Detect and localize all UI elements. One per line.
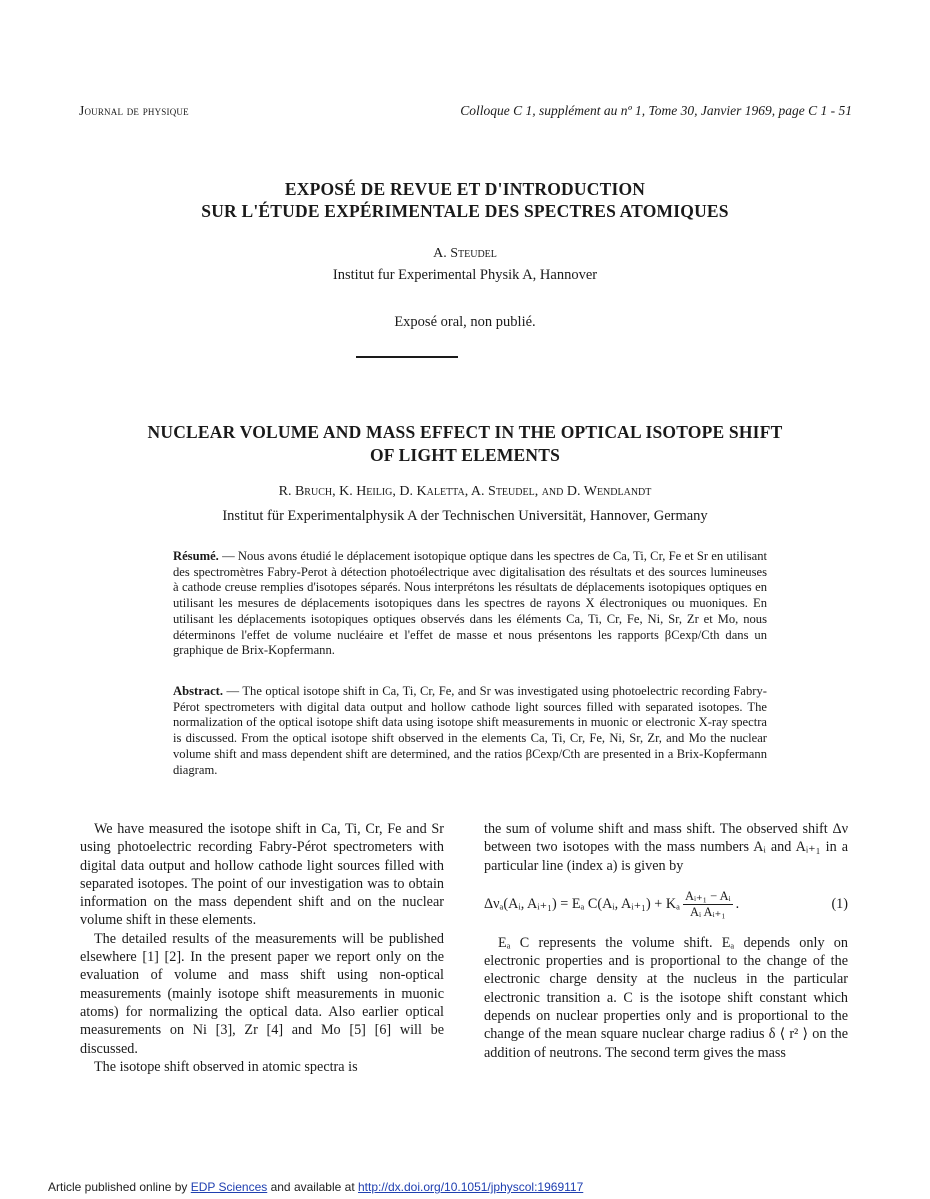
intro-title: [0, 178, 930, 222]
journal-name: Journal de physique: [79, 103, 189, 118]
resume-text: — Nous avons étudié le déplacement isotopique optique dans les spectres de Ca, Ti, Cr, Fe et Sr en utilisant des spectromètres Fabry-Perot à détection photoélectrique avec digitalisation des résultats et des sources lumineuses à cathode creuse remplies d'isotopes séparés. Nous interprétons les résultats de déplacements isotopiques optiques en utilisant les mesures de déplacements isotopiques dans les spectres de rayons X électroniques ou muoniques. En utilisant les déplacements isotopiques optiques observés dans les éléments Ca, Ti, Cr, Fe, Ni, Sr, Zr et Mo, nous déterminons l'effet de volume nucléaire et l'effet de masse et nous présentons les rapports βCexp/Cth dans un graphique de Brix-Kopfermann.: [173, 549, 767, 658]
body-paragraph: The detailed results of the measurements will be published elsewhere [1] [2]. In the present paper we report only on the evaluation of volume and mass shift using non-optical measurements (mainly isotope shift measurements in muonic atoms) for normalizing the optical data. Also earlier optical measurements on Ni [3], Zr [4] and Mo [5] [6] will be discussed.: [80, 930, 444, 1057]
section-divider: [356, 356, 458, 358]
abstract-block: [173, 684, 767, 778]
publisher-link[interactable]: EDP Sciences: [190, 1180, 268, 1194]
doi-link[interactable]: http://dx.doi.org/10.1051/jphyscol:1969117: [357, 1180, 584, 1194]
equation-number: (1): [831, 896, 848, 913]
equation-1: [484, 889, 848, 920]
intro-author: A. Steudel: [433, 246, 497, 261]
abstract-text: — The optical isotope shift in Ca, Ti, Cr, Fe, and Sr was investigated using photoelectric recording Fabry-Pérot spectrometers with digital data output and hollow cathode light sources filled with separated isotopes. The normalization of the optical isotope shift data using isotope shift measurements in muonic or electronic X-ray spectra is discussed. From the optical isotope shift observed in the elements Ca, Ti, Cr, Fe, Ni, Sr, Zr, and Mo the nuclear volume shift and mass dependent shift are determined, and the ratios βCexp/Cth are presented in a Brix-Kopfermann diagram.: [173, 684, 767, 777]
body-paragraph: the sum of volume shift and mass shift. The observed shift Δν between two isotopes with the mass numbers Aᵢ and Aᵢ₊₁ in a particular line (index a) is given by: [484, 821, 848, 874]
paper-title: [0, 421, 930, 467]
paper-authors: R. Bruch, K. Heilig, D. Kaletta, A. Steudel, and D. Wendlandt: [278, 484, 652, 499]
intro-title-line1: EXPOSÉ DE REVUE ET D'INTRODUCTION: [284, 179, 646, 199]
equation-fraction: [683, 889, 733, 920]
left-column: [80, 820, 444, 1076]
citation: Colloque C 1, supplément au nº 1, Tome 30, Janvier 1969, page C 1 - 51: [460, 103, 852, 118]
body-paragraph: Eₐ C represents the volume shift. Eₐ depends only on electronic properties and is proportional to the change of the electronic charge density at the nucleus in the particular electronic transition a. C is the isotope shift constant which depends on nuclear properties only and is proportional to the change of the mean square nuclear charge radius δ ⟨ r² ⟩ on the addition of neutrons. The second term gives the mass: [484, 934, 848, 1061]
paper-title-line2: OF LIGHT ELEMENTS: [369, 445, 561, 465]
paper-title-line1: NUCLEAR VOLUME AND MASS EFFECT IN THE OPTICAL ISOTOPE SHIFT: [147, 422, 783, 442]
footer: [48, 1180, 583, 1194]
equation-tail: .: [735, 895, 740, 912]
equation-lhs: Δνₐ(Aᵢ, Aᵢ₊₁) = Eₐ C(Aᵢ, Aᵢ₊₁) + Kₐ: [484, 895, 680, 912]
intro-title-line2: SUR L'ÉTUDE EXPÉRIMENTALE DES SPECTRES ATOMIQUES: [201, 201, 729, 221]
abstract-label: Abstract.: [173, 684, 224, 698]
footer-middle: and available at: [267, 1180, 358, 1194]
intro-note: Exposé oral, non publié.: [394, 314, 536, 330]
fraction-numerator: Aᵢ₊₁ − Aᵢ: [684, 888, 731, 903]
paper-institution: Institut für Experimentalphysik A der Technischen Universität, Hannover, Germany: [222, 508, 708, 524]
body-paragraph: The isotope shift observed in atomic spectra is: [94, 1058, 358, 1075]
body-paragraph: We have measured the isotope shift in Ca, Ti, Cr, Fe and Sr using photoelectric recording Fabry-Pérot spectrometers with digital data output and hollow cathode light sources filled with separated isotopes. The point of our investigation was to obtain information on the mass dependent shift and on the nuclear volume shift in these elements.: [80, 821, 444, 929]
right-column: [484, 820, 848, 1062]
fraction-denominator: Aᵢ Aᵢ₊₁: [690, 904, 726, 919]
resume-block: [173, 549, 767, 659]
equation-body: [484, 889, 739, 920]
intro-institution: Institut fur Experimental Physik A, Hannover: [332, 267, 598, 283]
footer-prefix: Article published online by: [48, 1180, 191, 1194]
resume-label: Résumé.: [173, 549, 219, 563]
